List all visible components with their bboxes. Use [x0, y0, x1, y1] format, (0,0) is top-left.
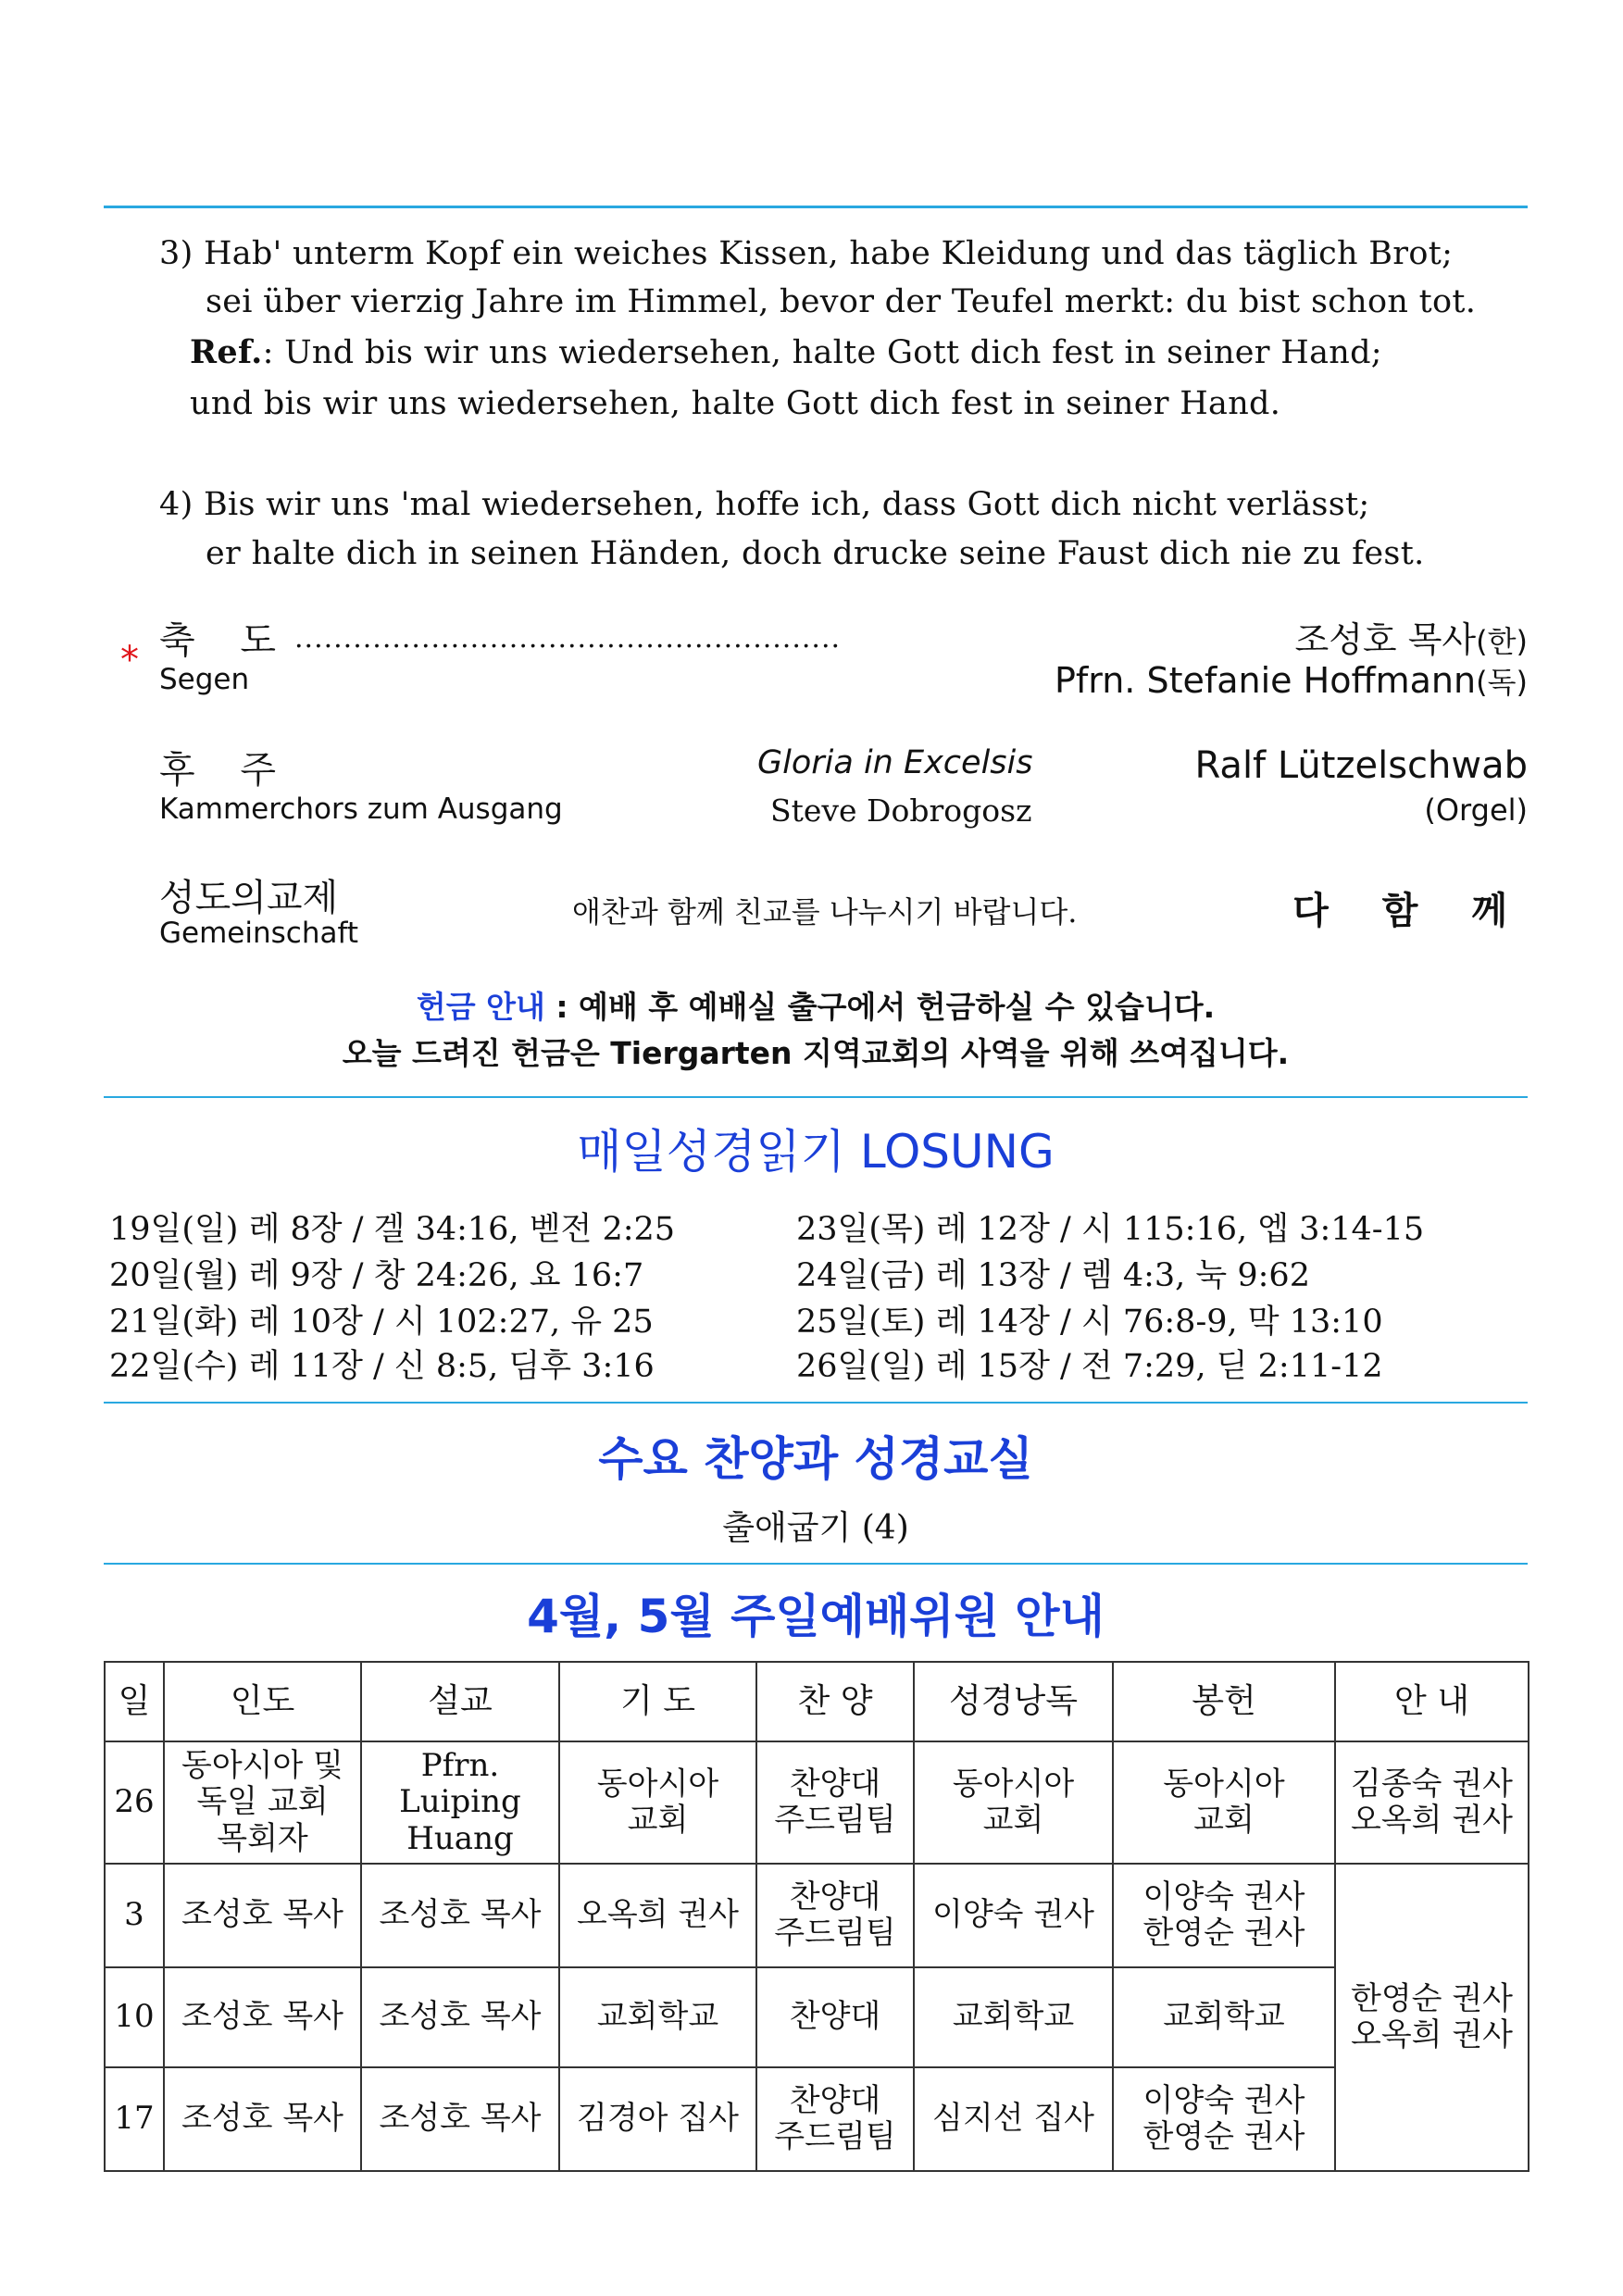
losung-item: 19일(일) 레 8장 / 겔 34:16, 벧전 2:25: [109, 1211, 676, 1248]
offering-notice-line-1: [104, 983, 1528, 1027]
postlude-piece: Gloria in Excelsis: [757, 744, 1033, 781]
cell-reading: 심지선 집사: [914, 2067, 1113, 2171]
header-offering: 봉헌: [1113, 1662, 1335, 1741]
table-row: [105, 2067, 1529, 2171]
fellowship-subtitle: Gemeinschaft: [159, 917, 358, 950]
refrain-label: Ref.: [190, 333, 263, 371]
postlude-instrument: (Orgel): [1424, 792, 1528, 828]
cell-usher: 한영순 권사 오옥희 권사: [1335, 1864, 1529, 2171]
cell-praise: 찬양대 주드림팀: [756, 1864, 914, 1967]
fellowship-note: 애찬과 함께 친교를 나누시기 바랍니다.: [572, 894, 1078, 930]
table-row: [105, 1741, 1529, 1864]
cell-offering: 동아시아 교회: [1113, 1741, 1335, 1864]
cell-sermon: 조성호 목사: [361, 1967, 559, 2067]
cell-offering: 교회학교: [1113, 1967, 1335, 2067]
cell-offering: 이양숙 권사 한영순 권사: [1113, 1864, 1335, 1967]
cell-reading: 이양숙 권사: [914, 1864, 1113, 1967]
benediction-pastor-de: [1055, 659, 1528, 702]
header-lead: 인도: [164, 1662, 361, 1741]
postlude-performer: Ralf Lützelschwab: [1194, 744, 1528, 787]
divider-roster: [104, 1563, 1528, 1565]
cell-praise: 찬양대 주드림팀: [756, 2067, 914, 2171]
cell-reading: 교회학교: [914, 1967, 1113, 2067]
cell-prayer: 교회학교: [559, 1967, 756, 2067]
cell-sermon: 조성호 목사: [361, 2067, 559, 2171]
losung-item: 20일(월) 레 9장 / 창 24:26, 요 16:7: [109, 1257, 644, 1294]
cell-sermon: Pfrn. Luiping Huang: [361, 1741, 559, 1864]
benediction-title: 축 도: [159, 619, 293, 662]
wednesday-heading: 수요 찬양과 성경교실: [598, 1432, 1033, 1486]
losung-item: 23일(목) 레 12장 / 시 115:16, 엡 3:14-15: [796, 1211, 1425, 1248]
losung-item: 26일(일) 레 15장 / 전 7:29, 딛 2:11-12: [796, 1348, 1383, 1385]
losung-item: 21일(화) 레 10장 / 시 102:27, 유 25: [109, 1304, 654, 1341]
benediction-subtitle: Segen: [159, 663, 250, 696]
cell-usher: 김종숙 권사 오옥희 권사: [1335, 1741, 1529, 1864]
cell-praise: 찬양대: [756, 1967, 914, 2067]
offering-text-1: : 예배 후 예배실 출구에서 헌금하실 수 있습니다.: [544, 989, 1216, 1025]
verse-4-line-2: er halte dich in seinen Händen, doch drucke seine Faust dich nie zu fest.: [206, 535, 1425, 572]
losung-item: 22일(수) 레 11장 / 신 8:5, 딤후 3:16: [109, 1348, 655, 1385]
divider-losung: [104, 1096, 1528, 1098]
fellowship-title: 성도의교제: [159, 877, 339, 919]
cell-prayer: 김경아 집사: [559, 2067, 756, 2171]
refrain-text-1: : Und bis wir uns wiedersehen, halte Gott dich fest in seiner Hand;: [262, 334, 1382, 371]
postlude-subtitle: Kammerchors zum Ausgang: [159, 792, 563, 826]
cell-day: 26: [105, 1741, 164, 1864]
header-sermon: 설교: [361, 1662, 559, 1741]
pastor-de-name: Pfrn. Stefanie Hoffmann: [1054, 660, 1477, 701]
pastor-de-tag: (독): [1476, 665, 1528, 700]
table-row: [105, 1864, 1529, 1967]
cell-lead: 조성호 목사: [164, 1967, 361, 2067]
offering-label: 헌금 안내: [416, 989, 545, 1025]
cell-praise: 찬양대 주드림팀: [756, 1741, 914, 1864]
losung-heading: 매일성경읽기 LOSUNG: [577, 1125, 1055, 1179]
fellowship-who: 다 함 께: [1292, 890, 1528, 932]
roster-header-row: [105, 1662, 1529, 1741]
postlude-composer: Steve Dobrogosz: [770, 792, 1032, 829]
verse-3-line-1: 3) Hab' unterm Kopf ein weiches Kissen, habe Kleidung und das täglich Brot;: [159, 235, 1454, 272]
losung-item: 24일(금) 레 13장 / 렘 4:3, 눅 9:62: [796, 1257, 1310, 1294]
benediction-pastor-ko: [1294, 611, 1528, 662]
header-prayer: 기 도: [559, 1662, 756, 1741]
cell-prayer: 오옥희 권사: [559, 1864, 756, 1967]
header-reading: 성경낭독: [914, 1662, 1113, 1741]
cell-lead: 조성호 목사: [164, 1864, 361, 1967]
header-day: 일: [105, 1662, 164, 1741]
table-row: [105, 1967, 1529, 2067]
pastor-ko-tag: (한): [1476, 624, 1528, 659]
losung-item: 25일(토) 레 14장 / 시 76:8-9, 막 13:10: [796, 1304, 1383, 1341]
cell-day: 10: [105, 1967, 164, 2067]
cell-day: 17: [105, 2067, 164, 2171]
cell-offering: 이양숙 권사 한영순 권사: [1113, 2067, 1335, 2171]
postlude-title: 후 주: [159, 749, 293, 792]
roster-heading: 4월, 5월 주일예배위원 안내: [527, 1590, 1105, 1643]
cell-day: 3: [105, 1864, 164, 1967]
verse-3-line-2: sei über vierzig Jahre im Himmel, bevor der Teufel merkt: du bist schon tot.: [206, 283, 1477, 320]
dotted-leader: ........................................................: [294, 622, 842, 655]
cell-sermon: 조성호 목사: [361, 1864, 559, 1967]
offering-notice-line-2: 오늘 드려진 헌금은 Tiergarten 지역교회의 사역을 위해 쓰여집니다.: [342, 1035, 1290, 1071]
wednesday-subject: 출애굽기 (4): [722, 1509, 909, 1547]
verse-4-line-1: 4) Bis wir uns 'mal wiedersehen, hoffe ich, dass Gott dich nicht verlässt;: [159, 486, 1370, 523]
cell-prayer: 동아시아 교회: [559, 1741, 756, 1864]
cell-lead: 동아시아 및 독일 교회 목회자: [164, 1741, 361, 1864]
divider-wednesday: [104, 1402, 1528, 1404]
header-praise: 찬 양: [756, 1662, 914, 1741]
refrain-line-2: und bis wir uns wiedersehen, halte Gott dich fest in seiner Hand.: [190, 385, 1281, 422]
roster-table: [104, 1661, 1529, 2172]
header-usher: 안 내: [1335, 1662, 1529, 1741]
pastor-ko-name: 조성호 목사: [1294, 619, 1477, 660]
top-divider: [104, 206, 1528, 208]
refrain-line-1: [190, 333, 1382, 371]
cell-lead: 조성호 목사: [164, 2067, 361, 2171]
cell-reading: 동아시아 교회: [914, 1741, 1113, 1864]
standing-marker: *: [120, 639, 139, 681]
